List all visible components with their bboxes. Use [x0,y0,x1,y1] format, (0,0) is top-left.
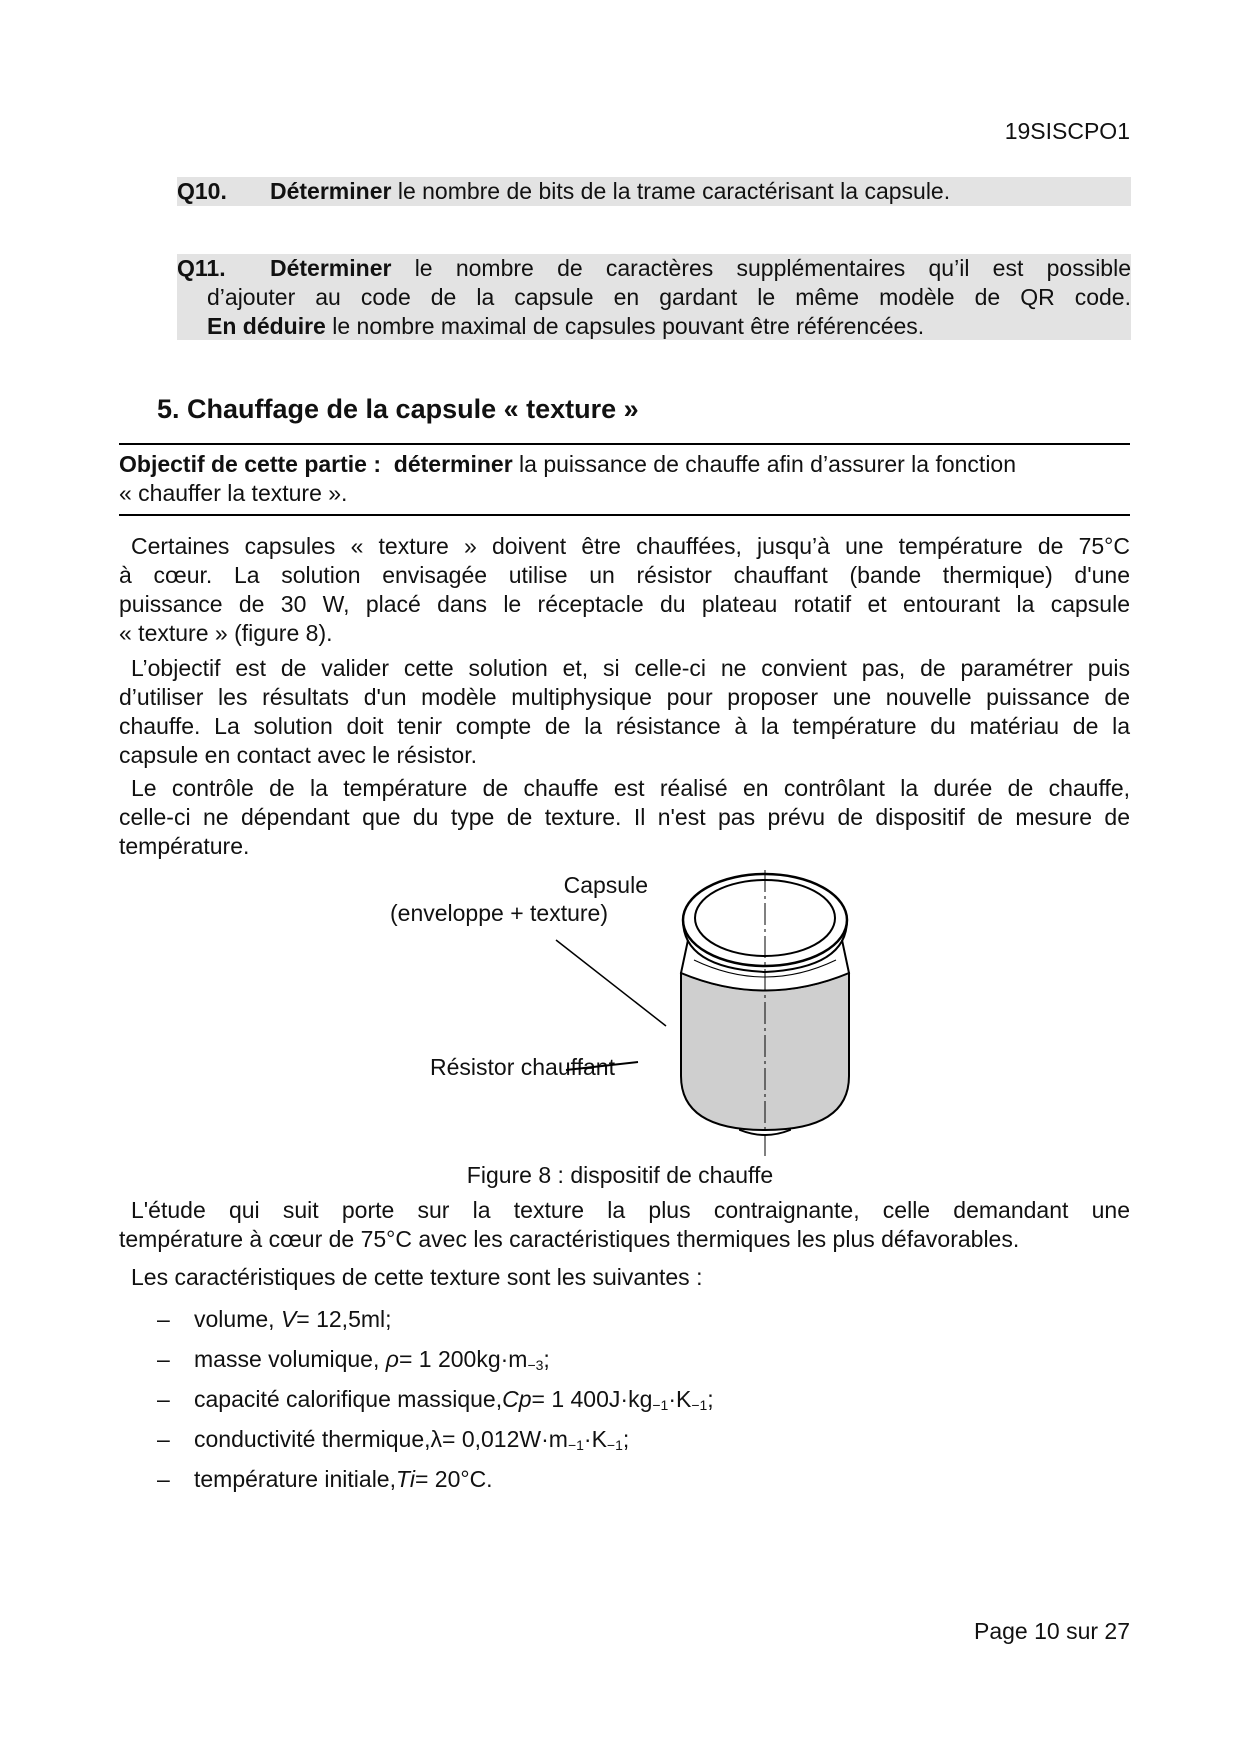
item-symbol: λ [430,1426,443,1452]
question-number: Q11. [177,255,226,281]
text-line: L’objectif est de valider cette solution et, si celle-ci ne convient pas, de paramétrer puis [131,655,1130,681]
leader-capsule [556,940,666,1026]
item-value: = 1 200 [398,1346,477,1372]
item-label: capacité calorifique massique, [194,1386,503,1412]
item-value: = 20°C. [414,1466,493,1492]
document-code: 19SISCPO1 [1004,118,1130,144]
text-line: puissance de 30 W, placé dans le réceptacle du plateau rotatif et entourant la capsule [119,591,1130,617]
text-line: d’utiliser les résultats d'un modèle multiphysique pour proposer une nouvelle puissance de [119,684,1130,710]
item-unit-exponent: −1 [652,1397,669,1413]
list-item [157,1413,714,1453]
question-verb: Déterminer [270,178,392,204]
item-label: conductivité thermique, [194,1426,431,1452]
question-line [177,312,1131,341]
text-line: à cœur. La solution envisagée utilise un résistor chauffant (bande thermique) d'une [119,562,1130,588]
text-line: « texture » (figure 8). [119,620,333,646]
text-line: Les caractéristiques de cette texture sont les suivantes : [131,1264,703,1290]
question-text: le nombre de caractères supplémentaires qu’il est possible [414,255,1131,281]
bullet-dash: – [157,1466,170,1492]
item-label: volume, [194,1306,275,1332]
item-unit-exponent: −3 [527,1357,544,1373]
item-symbol: ρ [385,1346,399,1372]
bullet-dash: – [157,1426,170,1452]
question-line [177,254,1131,283]
item-unit: ·K [583,1426,607,1452]
figure-label-resistor: Résistor chauffant [430,1054,615,1080]
item-symbol: Ti [396,1466,415,1492]
item-unit: ·K [668,1386,692,1412]
objective-line: « chauffer la texture ». [119,480,348,506]
item-value: = 12,5 [296,1306,361,1332]
text-line: Le contrôle de la température de chauffe est réalisé en contrôlant la durée de chauffe, [131,775,1130,801]
text-line: celle-ci ne dépendant que du type de texture. Il n'est pas prévu de dispositif de mesure de [119,804,1130,830]
text-line: chauffe. La solution doit tenir compte de la résistance à la température du matériau de la [119,713,1130,739]
figure-label-capsule: Capsule [563,872,648,898]
question-text: le nombre maximal de capsules pouvant être référencées. [325,313,925,339]
objective-box [119,443,1130,516]
paragraph-3 [119,774,1130,861]
question-verb: Déterminer [270,255,392,281]
item-end: ; [707,1386,714,1412]
item-end: ; [385,1306,392,1332]
question-line: d’ajouter au code de la capsule en gardant le même modèle de QR code. [207,284,1131,310]
item-label: température initiale, [194,1466,396,1492]
item-symbol: V [280,1306,297,1332]
item-unit: ml [360,1306,386,1332]
bullet-dash: – [157,1346,170,1372]
list-item [157,1453,714,1493]
paragraph-2 [119,654,1130,770]
item-unit-exponent: −1 [567,1437,584,1453]
text-line: capsule en contact avec le résistor. [119,742,477,768]
figure-caption: Figure 8 : dispositif de chauffe [466,1162,774,1188]
item-unit: kg·m [476,1346,528,1372]
characteristics-intro [119,1263,1130,1292]
text-line: L'étude qui suit porte sur la texture la plus contraignante, celle demandant une [131,1197,1130,1223]
section-title: 5. Chauffage de la capsule « texture » [157,394,639,424]
text-line: température. [119,833,250,859]
question-verb: En déduire [207,313,326,339]
item-value: = 0,012 [442,1426,520,1452]
bullet-dash: – [157,1306,170,1332]
text-line: Certaines capsules « texture » doivent être chauffées, jusqu’à une température de 75°C [131,533,1130,559]
item-symbol: Cp [502,1386,532,1412]
question-line [177,177,1131,206]
text-line: température à cœur de 75°C avec les caractéristiques thermiques les plus défavorables. [119,1226,1020,1252]
question-text: le nombre de bits de la trame caractérisant la capsule. [391,178,951,204]
figure-8 [380,868,900,1158]
question-number: Q10. [177,178,227,204]
item-unit: W·m [519,1426,568,1452]
item-end: ; [543,1346,550,1372]
page-number: Page 10 sur 27 [973,1618,1130,1644]
figure-label-capsule-detail: (enveloppe + texture) [390,900,608,926]
objective-label: Objectif de cette partie : [119,451,382,477]
paragraph-1 [119,532,1130,648]
question-q11 [177,254,1131,340]
list-item [157,1293,714,1333]
list-item [157,1373,714,1413]
item-value: = 1 400 [531,1386,609,1412]
heater-drawing [380,868,900,1158]
study-paragraph [119,1196,1130,1254]
objective-verb: déterminer [393,451,513,477]
bullet-dash: – [157,1386,170,1412]
item-label: masse volumique, [194,1346,380,1372]
item-unit: J·kg [608,1386,653,1412]
leader-resistor [566,1062,638,1070]
objective-line [119,450,1130,479]
characteristics-list [157,1293,714,1493]
item-end: ; [622,1426,630,1452]
item-unit-exponent: −1 [691,1397,708,1413]
objective-text: la puissance de chauffe afin d’assurer la fonction [512,451,1017,477]
question-q10 [177,177,1131,206]
list-item [157,1333,714,1373]
item-unit-exponent: −1 [606,1437,623,1453]
